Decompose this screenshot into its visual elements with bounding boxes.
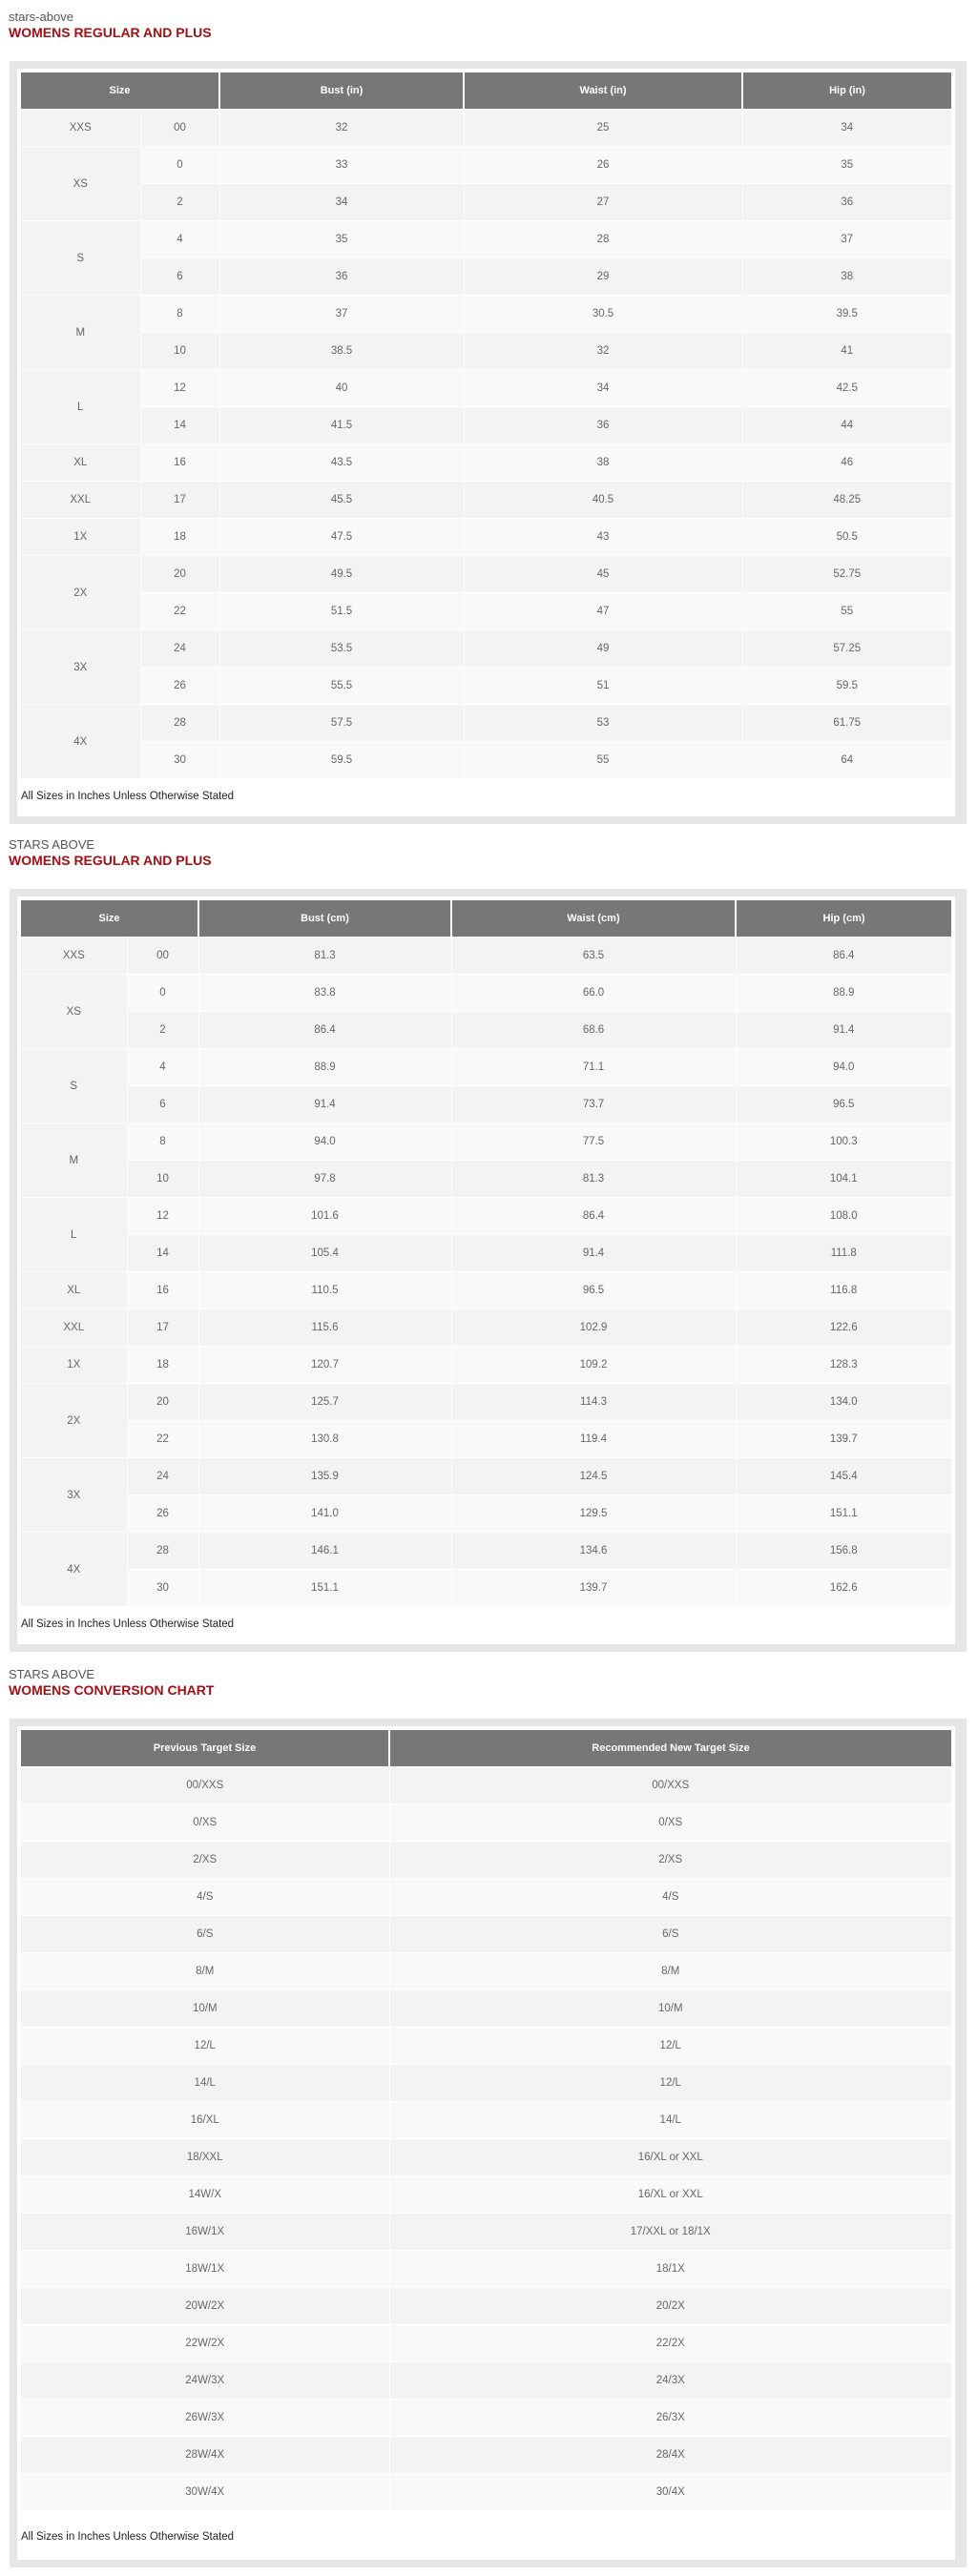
chart-title: WOMENS REGULAR AND PLUS (9, 853, 212, 868)
waist-cell: 47 (464, 593, 742, 630)
size-label-cell: L (21, 1198, 127, 1272)
table-row (21, 519, 951, 556)
hip-cell: 139.7 (736, 1421, 951, 1458)
brand-label: STARS ABOVE (9, 1667, 95, 1681)
table-row (21, 2176, 951, 2214)
size-label-cell: 2X (21, 1384, 127, 1458)
bust-cell: 91.4 (198, 1086, 451, 1123)
previous-size-cell: 10/M (21, 1990, 389, 2028)
hip-cell: 111.8 (736, 1235, 951, 1272)
numeric-size-cell: 6 (140, 258, 219, 296)
table-row (21, 370, 951, 407)
waist-cell: 124.5 (451, 1458, 736, 1495)
bust-cell: 130.8 (198, 1421, 451, 1458)
size-label-cell: XS (21, 147, 140, 221)
hip-cell: 46 (742, 444, 951, 482)
numeric-size-cell: 28 (127, 1533, 198, 1570)
numeric-size-cell: 14 (140, 407, 219, 444)
header-hip: Hip (in) (742, 72, 951, 110)
numeric-size-cell: 18 (127, 1347, 198, 1384)
bust-cell: 41.5 (219, 407, 464, 444)
numeric-size-cell: 16 (140, 444, 219, 482)
bust-cell: 45.5 (219, 482, 464, 519)
waist-cell: 26 (464, 147, 742, 184)
recommended-size-cell: 26/3X (389, 2400, 951, 2437)
table-row (21, 975, 951, 1012)
recommended-size-cell: 16/XL or XXL (389, 2139, 951, 2176)
numeric-size-cell: 22 (127, 1421, 198, 1458)
previous-size-cell: 14W/X (21, 2176, 389, 2214)
numeric-size-cell: 8 (140, 296, 219, 333)
recommended-size-cell: 30/4X (389, 2474, 951, 2511)
size-label-cell: 4X (21, 1533, 127, 1607)
conversion-table (21, 1730, 951, 2510)
waist-cell: 30.5 (464, 296, 742, 333)
numeric-size-cell: 2 (140, 184, 219, 221)
previous-size-cell: 4/S (21, 1879, 389, 1916)
size-label-cell: 2X (21, 556, 140, 630)
bust-cell: 47.5 (219, 519, 464, 556)
waist-cell: 73.7 (451, 1086, 736, 1123)
recommended-size-cell: 00/XXS (389, 1767, 951, 1804)
numeric-size-cell: 0 (140, 147, 219, 184)
bust-cell: 115.6 (198, 1309, 451, 1347)
table-frame (10, 1719, 967, 2567)
hip-cell: 91.4 (736, 1012, 951, 1049)
hip-cell: 156.8 (736, 1533, 951, 1570)
previous-size-cell: 12/L (21, 2028, 389, 2065)
recommended-size-cell: 22/2X (389, 2325, 951, 2362)
recommended-size-cell: 20/2X (389, 2288, 951, 2325)
waist-cell: 29 (464, 258, 742, 296)
bust-cell: 55.5 (219, 668, 464, 705)
brand-label: stars-above (9, 10, 73, 24)
previous-size-cell: 28W/4X (21, 2437, 389, 2474)
waist-cell: 114.3 (451, 1384, 736, 1421)
table-row (21, 1012, 951, 1049)
table-row (21, 2362, 951, 2400)
header-row (21, 72, 951, 110)
size-table-cm (21, 900, 951, 1606)
size-label-cell: 1X (21, 519, 140, 556)
table-row (21, 1272, 951, 1309)
bust-cell: 59.5 (219, 742, 464, 779)
numeric-size-cell: 10 (140, 333, 219, 370)
table-row (21, 1161, 951, 1198)
bust-cell: 83.8 (198, 975, 451, 1012)
recommended-size-cell: 4/S (389, 1879, 951, 1916)
header-size: Size (21, 900, 198, 938)
table-row (21, 2400, 951, 2437)
bust-cell: 151.1 (198, 1570, 451, 1607)
hip-cell: 88.9 (736, 975, 951, 1012)
recommended-size-cell: 16/XL or XXL (389, 2176, 951, 2214)
numeric-size-cell: 26 (127, 1495, 198, 1533)
table-row (21, 2102, 951, 2139)
bust-cell: 94.0 (198, 1123, 451, 1161)
hip-cell: 151.1 (736, 1495, 951, 1533)
table-frame (10, 889, 967, 1652)
waist-cell: 96.5 (451, 1272, 736, 1309)
bust-cell: 105.4 (198, 1235, 451, 1272)
waist-cell: 28 (464, 221, 742, 258)
hip-cell: 96.5 (736, 1086, 951, 1123)
table-row (21, 1953, 951, 1990)
size-label-cell: XXL (21, 482, 140, 519)
header-size: Size (21, 72, 219, 110)
previous-size-cell: 24W/3X (21, 2362, 389, 2400)
previous-size-cell: 2/XS (21, 1842, 389, 1879)
previous-size-cell: 18/XXL (21, 2139, 389, 2176)
numeric-size-cell: 24 (127, 1458, 198, 1495)
numeric-size-cell: 17 (127, 1309, 198, 1347)
table-body (21, 938, 951, 1607)
table-row (21, 2251, 951, 2288)
waist-cell: 63.5 (451, 938, 736, 975)
waist-cell: 86.4 (451, 1198, 736, 1235)
header-waist: Waist (cm) (451, 900, 736, 938)
waist-cell: 43 (464, 519, 742, 556)
bust-cell: 37 (219, 296, 464, 333)
waist-cell: 66.0 (451, 975, 736, 1012)
size-label-cell: XS (21, 975, 127, 1049)
numeric-size-cell: 14 (127, 1235, 198, 1272)
waist-cell: 40.5 (464, 482, 742, 519)
recommended-size-cell: 6/S (389, 1916, 951, 1953)
hip-cell: 145.4 (736, 1458, 951, 1495)
bust-cell: 88.9 (198, 1049, 451, 1086)
recommended-size-cell: 24/3X (389, 2362, 951, 2400)
recommended-size-cell: 28/4X (389, 2437, 951, 2474)
footnote: All Sizes in Inches Unless Otherwise Stated (21, 791, 235, 802)
header-bust: Bust (cm) (198, 900, 451, 938)
bust-cell: 40 (219, 370, 464, 407)
numeric-size-cell: 4 (127, 1049, 198, 1086)
waist-cell: 38 (464, 444, 742, 482)
table-row (21, 938, 951, 975)
table-row (21, 1123, 951, 1161)
table-row (21, 2214, 951, 2251)
table-row (21, 1879, 951, 1916)
numeric-size-cell: 00 (127, 938, 198, 975)
numeric-size-cell: 17 (140, 482, 219, 519)
numeric-size-cell: 8 (127, 1123, 198, 1161)
waist-cell: 71.1 (451, 1049, 736, 1086)
waist-cell: 102.9 (451, 1309, 736, 1347)
header-waist: Waist (in) (464, 72, 742, 110)
numeric-size-cell: 20 (140, 556, 219, 593)
size-label-cell: S (21, 1049, 127, 1123)
table-row (21, 1804, 951, 1842)
waist-cell: 34 (464, 370, 742, 407)
chart-title: WOMENS CONVERSION CHART (9, 1682, 215, 1698)
hip-cell: 39.5 (742, 296, 951, 333)
hip-cell: 108.0 (736, 1198, 951, 1235)
hip-cell: 104.1 (736, 1161, 951, 1198)
hip-cell: 94.0 (736, 1049, 951, 1086)
previous-size-cell: 20W/2X (21, 2288, 389, 2325)
bust-cell: 43.5 (219, 444, 464, 482)
table-row (21, 221, 951, 258)
numeric-size-cell: 10 (127, 1161, 198, 1198)
table-row (21, 1767, 951, 1804)
waist-cell: 109.2 (451, 1347, 736, 1384)
previous-size-cell: 22W/2X (21, 2325, 389, 2362)
table-row (21, 1458, 951, 1495)
waist-cell: 134.6 (451, 1533, 736, 1570)
hip-cell: 41 (742, 333, 951, 370)
table-row (21, 258, 951, 296)
table-row (21, 1916, 951, 1953)
table-row (21, 2288, 951, 2325)
previous-size-cell: 16W/1X (21, 2214, 389, 2251)
table-row (21, 2474, 951, 2511)
numeric-size-cell: 18 (140, 519, 219, 556)
size-label-cell: XXS (21, 110, 140, 147)
waist-cell: 91.4 (451, 1235, 736, 1272)
table-row (21, 2437, 951, 2474)
hip-cell: 50.5 (742, 519, 951, 556)
bust-cell: 38.5 (219, 333, 464, 370)
hip-cell: 61.75 (742, 705, 951, 742)
numeric-size-cell: 12 (140, 370, 219, 407)
brand-label: STARS ABOVE (9, 837, 95, 852)
hip-cell: 100.3 (736, 1123, 951, 1161)
waist-cell: 45 (464, 556, 742, 593)
recommended-size-cell: 8/M (389, 1953, 951, 1990)
waist-cell: 55 (464, 742, 742, 779)
numeric-size-cell: 12 (127, 1198, 198, 1235)
size-table-inches (21, 72, 951, 778)
table-row (21, 1421, 951, 1458)
hip-cell: 55 (742, 593, 951, 630)
header-row (21, 1730, 951, 1767)
table-row (21, 2065, 951, 2102)
size-label-cell: XL (21, 1272, 127, 1309)
recommended-size-cell: 14/L (389, 2102, 951, 2139)
bust-cell: 120.7 (198, 1347, 451, 1384)
table-row (21, 184, 951, 221)
header-row (21, 900, 951, 938)
table-panel (17, 69, 955, 816)
hip-cell: 37 (742, 221, 951, 258)
waist-cell: 49 (464, 630, 742, 668)
table-row (21, 1235, 951, 1272)
table-row (21, 482, 951, 519)
numeric-size-cell: 0 (127, 975, 198, 1012)
size-label-cell: 4X (21, 705, 140, 779)
recommended-size-cell: 12/L (389, 2065, 951, 2102)
header-bust: Bust (in) (219, 72, 464, 110)
hip-cell: 48.25 (742, 482, 951, 519)
bust-cell: 101.6 (198, 1198, 451, 1235)
bust-cell: 51.5 (219, 593, 464, 630)
table-row (21, 1533, 951, 1570)
waist-cell: 81.3 (451, 1161, 736, 1198)
table-row (21, 2028, 951, 2065)
hip-cell: 42.5 (742, 370, 951, 407)
recommended-size-cell: 10/M (389, 1990, 951, 2028)
previous-size-cell: 18W/1X (21, 2251, 389, 2288)
table-row (21, 630, 951, 668)
previous-size-cell: 16/XL (21, 2102, 389, 2139)
table-row (21, 1086, 951, 1123)
numeric-size-cell: 22 (140, 593, 219, 630)
hip-cell: 36 (742, 184, 951, 221)
hip-cell: 128.3 (736, 1347, 951, 1384)
size-label-cell: M (21, 296, 140, 370)
size-label-cell: M (21, 1123, 127, 1198)
bust-cell: 125.7 (198, 1384, 451, 1421)
table-panel (17, 1726, 955, 2560)
size-label-cell: XXS (21, 938, 127, 975)
previous-size-cell: 6/S (21, 1916, 389, 1953)
bust-cell: 32 (219, 110, 464, 147)
bust-cell: 146.1 (198, 1533, 451, 1570)
hip-cell: 86.4 (736, 938, 951, 975)
table-row (21, 1990, 951, 2028)
bust-cell: 36 (219, 258, 464, 296)
numeric-size-cell: 6 (127, 1086, 198, 1123)
table-row (21, 2139, 951, 2176)
table-row (21, 1384, 951, 1421)
table-row (21, 333, 951, 370)
table-row (21, 444, 951, 482)
size-label-cell: S (21, 221, 140, 296)
numeric-size-cell: 28 (140, 705, 219, 742)
footnote: All Sizes in Inches Unless Otherwise Stated (21, 1618, 235, 1630)
recommended-size-cell: 2/XS (389, 1842, 951, 1879)
bust-cell: 135.9 (198, 1458, 451, 1495)
previous-size-cell: 14/L (21, 2065, 389, 2102)
header-hip: Hip (cm) (736, 900, 951, 938)
waist-cell: 51 (464, 668, 742, 705)
waist-cell: 139.7 (451, 1570, 736, 1607)
bust-cell: 35 (219, 221, 464, 258)
previous-size-cell: 30W/4X (21, 2474, 389, 2511)
hip-cell: 38 (742, 258, 951, 296)
table-row (21, 742, 951, 779)
hip-cell: 134.0 (736, 1384, 951, 1421)
previous-size-cell: 26W/3X (21, 2400, 389, 2437)
numeric-size-cell: 00 (140, 110, 219, 147)
waist-cell: 36 (464, 407, 742, 444)
bust-cell: 97.8 (198, 1161, 451, 1198)
table-row (21, 296, 951, 333)
table-row (21, 1495, 951, 1533)
size-label-cell: L (21, 370, 140, 444)
numeric-size-cell: 20 (127, 1384, 198, 1421)
table-body (21, 1767, 951, 2511)
table-row (21, 147, 951, 184)
table-row (21, 1347, 951, 1384)
numeric-size-cell: 26 (140, 668, 219, 705)
table-row (21, 1049, 951, 1086)
table-row (21, 1570, 951, 1607)
waist-cell: 53 (464, 705, 742, 742)
recommended-size-cell: 12/L (389, 2028, 951, 2065)
bust-cell: 49.5 (219, 556, 464, 593)
table-row (21, 1842, 951, 1879)
hip-cell: 35 (742, 147, 951, 184)
header-recommended-size: Recommended New Target Size (389, 1730, 951, 1767)
waist-cell: 27 (464, 184, 742, 221)
size-label-cell: 3X (21, 630, 140, 705)
size-label-cell: 1X (21, 1347, 127, 1384)
numeric-size-cell: 2 (127, 1012, 198, 1049)
hip-cell: 34 (742, 110, 951, 147)
chart-title: WOMENS REGULAR AND PLUS (9, 25, 212, 40)
numeric-size-cell: 30 (140, 742, 219, 779)
footnote: All Sizes in Inches Unless Otherwise Stated (21, 2531, 235, 2543)
recommended-size-cell: 17/XXL or 18/1X (389, 2214, 951, 2251)
numeric-size-cell: 4 (140, 221, 219, 258)
table-row (21, 2325, 951, 2362)
numeric-size-cell: 30 (127, 1570, 198, 1607)
table-panel (17, 896, 955, 1644)
recommended-size-cell: 18/1X (389, 2251, 951, 2288)
bust-cell: 110.5 (198, 1272, 451, 1309)
size-label-cell: XXL (21, 1309, 127, 1347)
table-body (21, 110, 951, 779)
hip-cell: 122.6 (736, 1309, 951, 1347)
bust-cell: 33 (219, 147, 464, 184)
numeric-size-cell: 16 (127, 1272, 198, 1309)
waist-cell: 129.5 (451, 1495, 736, 1533)
table-row (21, 593, 951, 630)
hip-cell: 44 (742, 407, 951, 444)
hip-cell: 59.5 (742, 668, 951, 705)
waist-cell: 68.6 (451, 1012, 736, 1049)
previous-size-cell: 0/XS (21, 1804, 389, 1842)
table-row (21, 705, 951, 742)
previous-size-cell: 00/XXS (21, 1767, 389, 1804)
waist-cell: 25 (464, 110, 742, 147)
hip-cell: 57.25 (742, 630, 951, 668)
header-previous-size: Previous Target Size (21, 1730, 389, 1767)
bust-cell: 34 (219, 184, 464, 221)
waist-cell: 77.5 (451, 1123, 736, 1161)
bust-cell: 81.3 (198, 938, 451, 975)
hip-cell: 52.75 (742, 556, 951, 593)
table-row (21, 668, 951, 705)
hip-cell: 64 (742, 742, 951, 779)
size-label-cell: 3X (21, 1458, 127, 1533)
bust-cell: 86.4 (198, 1012, 451, 1049)
table-row (21, 407, 951, 444)
hip-cell: 162.6 (736, 1570, 951, 1607)
bust-cell: 57.5 (219, 705, 464, 742)
previous-size-cell: 8/M (21, 1953, 389, 1990)
waist-cell: 119.4 (451, 1421, 736, 1458)
bust-cell: 53.5 (219, 630, 464, 668)
table-row (21, 1198, 951, 1235)
bust-cell: 141.0 (198, 1495, 451, 1533)
recommended-size-cell: 0/XS (389, 1804, 951, 1842)
size-label-cell: XL (21, 444, 140, 482)
table-row (21, 1309, 951, 1347)
table-frame (10, 61, 967, 824)
waist-cell: 32 (464, 333, 742, 370)
table-row (21, 556, 951, 593)
table-row (21, 110, 951, 147)
numeric-size-cell: 24 (140, 630, 219, 668)
hip-cell: 116.8 (736, 1272, 951, 1309)
